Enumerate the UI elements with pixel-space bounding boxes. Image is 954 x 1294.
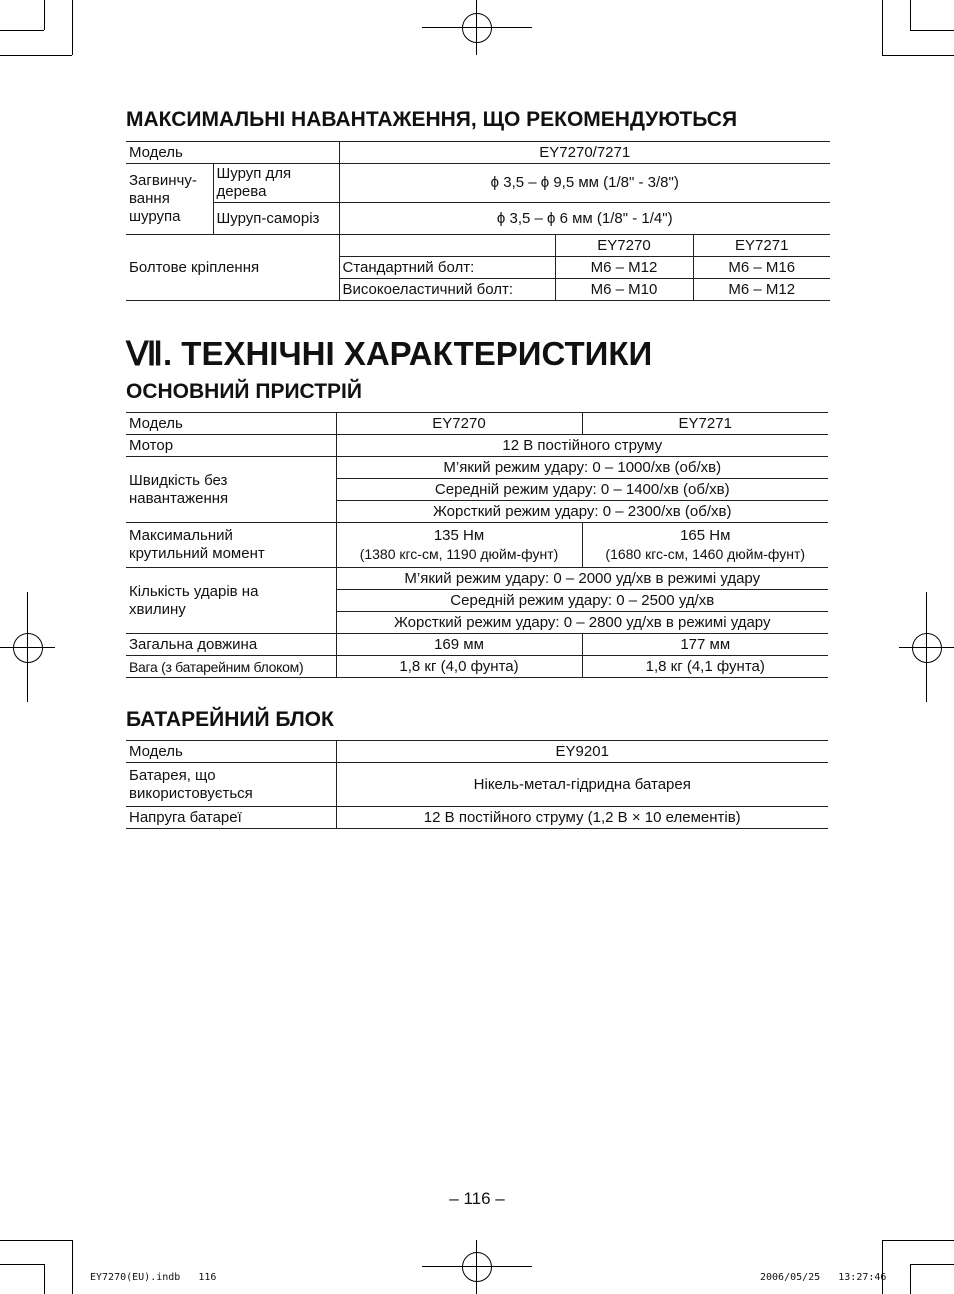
- weight-2: 1,8 кг (4,1 фунта): [582, 656, 828, 678]
- std-bolt-label: Стандартний болт:: [339, 257, 555, 279]
- speed-medium: Середній режим удару: 0 – 1400/хв (об/хв): [336, 479, 828, 501]
- hs-bolt-2: M6 – M12: [693, 279, 830, 301]
- chapter-title: ТЕХНІЧНІ ХАРАКТЕРИСТИКИ: [181, 335, 653, 372]
- std-bolt-1: M6 – M12: [555, 257, 693, 279]
- chapter-numeral: Ⅶ.: [126, 335, 173, 372]
- speed-soft: М’який режим удару: 0 – 1000/хв (об/хв): [336, 457, 828, 479]
- battery-heading: БАТАРЕЙНИЙ БЛОК: [126, 708, 334, 731]
- battery-model-value: EY9201: [336, 741, 828, 763]
- wood-screw-label: Шуруп для дерева: [213, 164, 339, 203]
- std-bolt-2: M6 – M16: [693, 257, 830, 279]
- bolt-label: Болтове кріплення: [126, 235, 339, 301]
- battery-type-label: Батарея, що використовується: [126, 763, 336, 807]
- hs-bolt-1: M6 – M10: [555, 279, 693, 301]
- recommended-loads-table: [126, 141, 830, 301]
- bolt-head-2: EY7271: [693, 235, 830, 257]
- battery-voltage-label: Напруга батареї: [126, 807, 336, 829]
- length-label: Загальна довжина: [126, 634, 336, 656]
- wood-screw-value: ϕ 3,5 – ϕ 9,5 мм (1/8" - 3/8"): [339, 164, 830, 203]
- bolt-head-1: EY7270: [555, 235, 693, 257]
- self-tap-label: Шуруп-саморіз: [213, 203, 339, 235]
- length-1: 169 мм: [336, 634, 582, 656]
- torque-1-sub: (1380 кгс-см, 1190 дюйм-фунт): [359, 546, 559, 562]
- self-tap-value: ϕ 3,5 – ϕ 6 мм (1/8" - 1/4"): [339, 203, 830, 235]
- main-unit-table: [126, 412, 828, 678]
- main-unit-heading: ОСНОВНИЙ ПРИСТРІЙ: [126, 380, 362, 403]
- impacts-soft: М’який режим удару: 0 – 2000 уд/хв в режимі удару: [336, 568, 828, 590]
- impacts-medium: Середній режим удару: 0 – 2500 уд/хв: [336, 590, 828, 612]
- battery-table: [126, 740, 828, 829]
- battery-type-value: Нікель-метал-гідридна батарея: [336, 763, 828, 807]
- torque-1: [336, 523, 582, 568]
- weight-label: Вага (з батарейним блоком): [126, 656, 336, 678]
- model-label: Модель: [126, 142, 339, 164]
- mu-model-label: Модель: [126, 413, 336, 435]
- torque-1-main: 135 Нм: [433, 527, 485, 544]
- impacts-label: Кількість ударів на хвилину: [126, 568, 336, 634]
- footer-file: EY7270(EU).indb 116: [90, 1272, 217, 1283]
- torque-label: Максимальний крутильний момент: [126, 523, 336, 568]
- page-number: – 116 –: [449, 1189, 505, 1208]
- battery-voltage-value: 12 В постійного струму (1,2 В × 10 елементів): [336, 807, 828, 829]
- mu-model-2: EY7271: [582, 413, 828, 435]
- torque-2: [582, 523, 828, 568]
- length-2: 177 мм: [582, 634, 828, 656]
- weight-1: 1,8 кг (4,0 фунта): [336, 656, 582, 678]
- speed-hard: Жорсткий режим удару: 0 – 2300/хв (об/хв): [336, 501, 828, 523]
- motor-label: Мотор: [126, 435, 336, 457]
- footer-timestamp: 2006/05/25 13:27:46: [760, 1272, 887, 1283]
- mu-model-1: EY7270: [336, 413, 582, 435]
- speed-label: Швидкість без навантаження: [126, 457, 336, 523]
- motor-value: 12 В постійного струму: [336, 435, 828, 457]
- torque-2-sub: (1680 кгс-см, 1460 дюйм-фунт): [605, 546, 806, 562]
- model-value: EY7270/7271: [339, 142, 830, 164]
- hs-bolt-label: Високоеластичний болт:: [339, 279, 555, 301]
- recommended-loads-heading: МАКСИМАЛЬНІ НАВАНТАЖЕННЯ, ЩО РЕКОМЕНДУЮТЬСЯ: [126, 108, 738, 131]
- screw-label: Загвинчу- вання шурупа: [126, 164, 213, 235]
- battery-model-label: Модель: [126, 741, 336, 763]
- impacts-hard: Жорсткий режим удару: 0 – 2800 уд/хв в режимі удару: [336, 612, 828, 634]
- chapter-heading: [126, 334, 652, 373]
- torque-2-main: 165 Нм: [680, 527, 731, 544]
